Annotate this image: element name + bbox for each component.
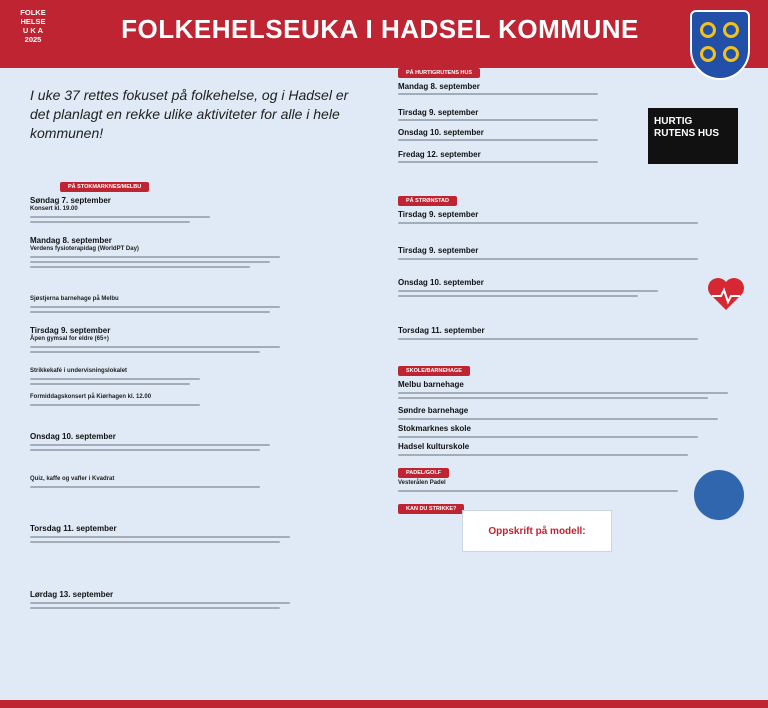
day-heading: Onsdag 10. september — [30, 432, 116, 441]
tab-stronstad: PÅ STRØNSTAD — [398, 196, 457, 206]
placeholder-text — [398, 93, 598, 95]
event-title: Quiz, kaffe og vafler i Kvadrat — [30, 476, 115, 482]
placeholder-text — [398, 397, 708, 399]
placeholder-text — [30, 351, 260, 353]
tab-knit: KAN DU STRIKKE? — [398, 504, 464, 514]
day-heading: Mandag 8. september — [30, 236, 112, 245]
placeholder-text — [398, 418, 718, 420]
day-heading: Tirsdag 9. september — [398, 210, 479, 219]
placeholder-text — [30, 216, 210, 218]
heart-icon — [706, 276, 746, 312]
placeholder-text — [398, 392, 728, 394]
event-title: Sjøstjerna barnehage på Melbu — [30, 296, 119, 302]
tab-padel: PADEL/GOLF — [398, 468, 449, 478]
placeholder-text — [30, 266, 250, 268]
section-heading: Søndre barnehage — [398, 406, 469, 415]
day-heading: Torsdag 11. september — [398, 326, 485, 335]
knit-area — [462, 510, 612, 552]
day-heading: Tirsdag 9. september — [398, 246, 479, 255]
placeholder-text — [30, 256, 280, 258]
placeholder-text — [30, 607, 280, 609]
tab-skole: SKOLE/BARNEHAGE — [398, 366, 470, 376]
placeholder-text — [30, 261, 270, 263]
event-title: Verdens fysioterapidag (WorldPT Day) — [30, 246, 139, 252]
day-heading: Tirsdag 9. september — [30, 326, 111, 335]
placeholder-text — [30, 541, 280, 543]
logo-line: 2025 — [24, 35, 42, 44]
placeholder-text — [30, 486, 260, 488]
placeholder-text — [398, 119, 598, 121]
day-heading: Lørdag 13. september — [30, 590, 114, 599]
placeholder-text — [30, 444, 270, 446]
section-heading: Hadsel kulturskole — [398, 442, 470, 451]
placeholder-text — [398, 258, 698, 260]
day-heading: Søndag 7. september — [30, 196, 111, 205]
tab-hurtigruten: PÅ HURTIGRUTENS HUS — [398, 68, 480, 78]
hurtigruten-logo: HURTIG RUTENS HUS — [654, 116, 720, 139]
tab-stokmarknes: PÅ STOKMARKNES/MELBU — [60, 182, 149, 192]
placeholder-text — [30, 602, 290, 604]
section-heading: Stokmarknes skole — [398, 424, 471, 433]
knit-label: Oppskrift på modell: — [488, 526, 586, 537]
placeholder-text — [398, 338, 698, 340]
event-title: Formiddagskonsert på Kiørhagen kl. 12.00 — [30, 394, 152, 400]
day-heading: Fredag 12. september — [398, 150, 481, 159]
footer-bar — [0, 700, 768, 708]
placeholder-text — [30, 449, 260, 451]
placeholder-text — [30, 404, 200, 406]
placeholder-text — [398, 490, 678, 492]
placeholder-text — [30, 383, 190, 385]
placeholder-text — [398, 222, 698, 224]
placeholder-text — [30, 221, 190, 223]
placeholder-text — [398, 139, 598, 141]
logo-line: FOLKE — [20, 8, 46, 17]
intro-text: I uke 37 rettes fokuset på folkehelse, og i Hadsel er det planlagt en rekke ulike aktiviteter for alle i hele kommunen! — [30, 87, 349, 141]
event-title: Strikkekafé i undervisningslokalet — [30, 368, 128, 374]
page-title: FOLKEHELSEUKA I HADSEL KOMMUNE — [121, 14, 639, 44]
placeholder-text — [398, 454, 688, 456]
day-heading: Onsdag 10. september — [398, 128, 484, 137]
placeholder-text — [30, 346, 280, 348]
day-heading: Tirsdag 9. september — [398, 108, 479, 117]
placeholder-text — [398, 295, 638, 297]
placeholder-text — [30, 378, 200, 380]
section-heading: Melbu barnehage — [398, 380, 464, 389]
hadsel-crest-icon — [690, 10, 750, 80]
placeholder-text — [30, 536, 290, 538]
placeholder-text — [398, 161, 598, 163]
logo-line: HELSE — [20, 17, 46, 26]
logo-line: U K A — [22, 26, 44, 35]
day-heading: Mandag 8. september — [398, 82, 480, 91]
placeholder-text — [398, 290, 658, 292]
placeholder-text — [30, 306, 280, 308]
page-header — [0, 0, 768, 68]
day-heading: Onsdag 10. september — [398, 278, 484, 287]
day-heading: Torsdag 11. september — [30, 524, 117, 533]
hurtigruten-image — [648, 108, 738, 164]
event-title: Åpen gymsal for eldre (65+) — [30, 336, 109, 342]
event-title: Konsert kl. 19.00 — [30, 206, 78, 212]
placeholder-text — [30, 311, 270, 313]
padel-text: Vesterålen Padel — [398, 480, 446, 486]
folkehelse-logo — [12, 8, 54, 44]
placeholder-text — [398, 436, 698, 438]
padel-logo — [694, 470, 744, 520]
